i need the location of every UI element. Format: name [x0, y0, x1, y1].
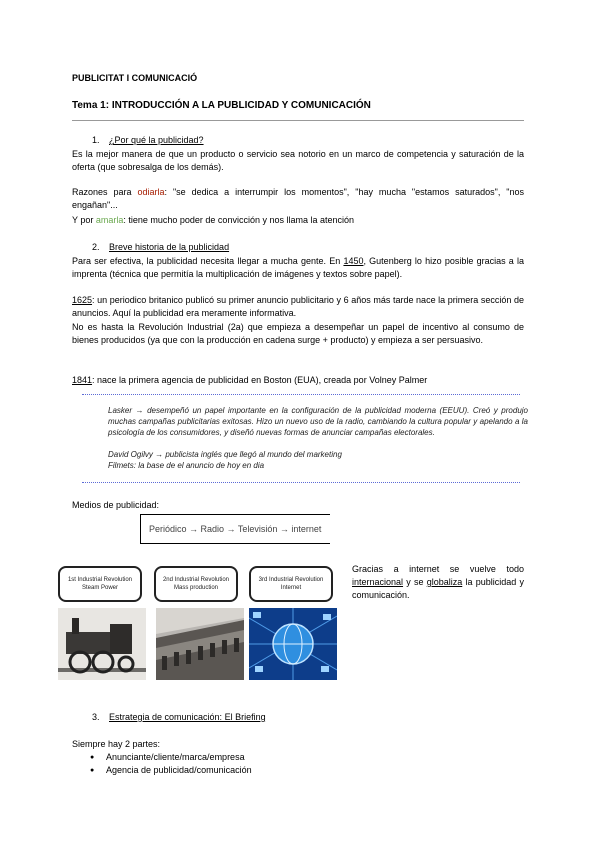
year-1625: 1625 — [72, 295, 93, 305]
media-label: Medios de publicidad: — [72, 500, 160, 510]
internet-sidenote — [352, 563, 524, 602]
word-internacional: internacional — [352, 577, 404, 587]
history-1625 — [72, 294, 524, 320]
reasons-hate — [72, 186, 524, 212]
section-2-heading: Breve historia de la publicidad — [109, 242, 230, 252]
word-globaliza: globaliza — [426, 577, 463, 587]
history-1841 — [72, 374, 524, 387]
revolution-2-box — [154, 566, 238, 602]
steam-locomotive-image — [58, 608, 146, 680]
revolution-3-sub: Internet — [280, 585, 302, 591]
revolution-2-title: 2nd Industrial Revolution — [162, 577, 230, 583]
course-title: PUBLICITAT I COMUNICACIÓ — [72, 73, 198, 83]
section-3-heading: Estrategia de comunicación: El Briefing — [109, 712, 266, 722]
history-1450-a: Para ser efectiva, la publicidad necesita llegar a mucha gente. En — [72, 256, 344, 266]
history-1450 — [72, 255, 524, 281]
sidenote-a: Gracias a internet se vuelve todo — [352, 564, 524, 574]
briefing-parties-list — [88, 751, 252, 777]
briefing-intro: Siempre hay 2 partes: — [72, 739, 161, 749]
lasker-note: Lasker → desempeñó un papel importante en la configuración de la publicidad moderna (EEUU). Creó y produjo muchas campañas publicitarias exitosas. Hizo un nuevo uso de la radio, cambiando la cultura popular y apelando a la psicología de los consumidores, y diseñó nuevas formas de anunciar campañas electorales. — [108, 406, 528, 437]
history-1841-b: : nace la primera agencia de publicidad en Boston (EUA), creada por Volney Palmer — [92, 375, 428, 385]
word-amarla: amarla — [95, 215, 124, 225]
history-industrial: No es hasta la Revolución Industrial (2a) que empieza a desempeñar un papel de incentivo al consumo de bienes producidos (ya que con la producción en cadena surge + producto) y empieza a ser persuasivo. — [72, 322, 524, 345]
title-divider — [72, 120, 524, 121]
history-1625-b: : un periodico britanico publicó su primer anuncio publicitario y 6 años más tarde nace la primera sección de anuncios. Aquí la publicidad era meramente informativa. — [72, 295, 524, 318]
filmets-note: Filmets: la base de el anuncio de hoy en dia — [108, 461, 265, 470]
topic-title: Tema 1: INTRODUCCIÓN A LA PUBLICIDAD Y COMUNICACIÓN — [72, 100, 371, 111]
box-top-divider — [82, 394, 520, 395]
media-flow: Periódico → Radio → Televisión → internet — [140, 514, 330, 544]
year-1450: 1450 — [343, 256, 364, 266]
box-bottom-divider — [82, 482, 520, 483]
sidenote-c: la publicidad y comunicación. — [352, 577, 524, 600]
reasons-prefix: Razones para — [72, 187, 138, 197]
revolution-3-box — [249, 566, 333, 602]
love-prefix: Y por — [72, 215, 96, 225]
section-1-paragraph: Es la mejor manera de que un producto o servicio sea notorio en un marco de competencia y saturación de la oferta (que sobresalga de los demás). — [72, 149, 524, 172]
reasons-rest: : "se dedica a interrumpir los momentos", "hay mucha "estamos saturados", "nos engañan"... — [72, 187, 524, 210]
internet-globe-image — [249, 608, 337, 680]
section-3-number: 3. — [92, 712, 100, 722]
mass-production-image — [156, 608, 244, 680]
revolution-1-box — [58, 566, 142, 602]
word-odiarla: odiarla — [137, 187, 165, 197]
section-1-heading: ¿Por qué la publicidad? — [109, 135, 204, 145]
list-item: ● Agencia de publicidad/comunicación — [88, 764, 252, 777]
year-1841: 1841 — [72, 375, 93, 385]
love-rest: : tiene mucho poder de convicción y nos llama la atención — [123, 215, 355, 225]
sidenote-b: y se — [403, 577, 427, 587]
revolution-1-sub: Steam Power — [81, 585, 118, 591]
revolution-1-title: 1st Industrial Revolution — [67, 577, 133, 583]
revolution-2-sub: Mass production — [173, 585, 219, 591]
list-item: ● Anunciante/cliente/marca/empresa — [88, 751, 252, 764]
ogilvy-note: David Ogilvy → publicista inglés que llegó al mundo del marketing — [108, 450, 342, 459]
revolution-3-title: 3rd Industrial Revolution — [258, 577, 324, 583]
history-1450-b: , Gutenberg lo hizo posible gracias a la imprenta (técnica que permitía la multiplicación de imágenes y textos sobre papel). — [72, 256, 525, 279]
reasons-love — [72, 214, 524, 227]
section-1-number: 1. — [92, 135, 100, 145]
section-2-number: 2. — [92, 242, 100, 252]
